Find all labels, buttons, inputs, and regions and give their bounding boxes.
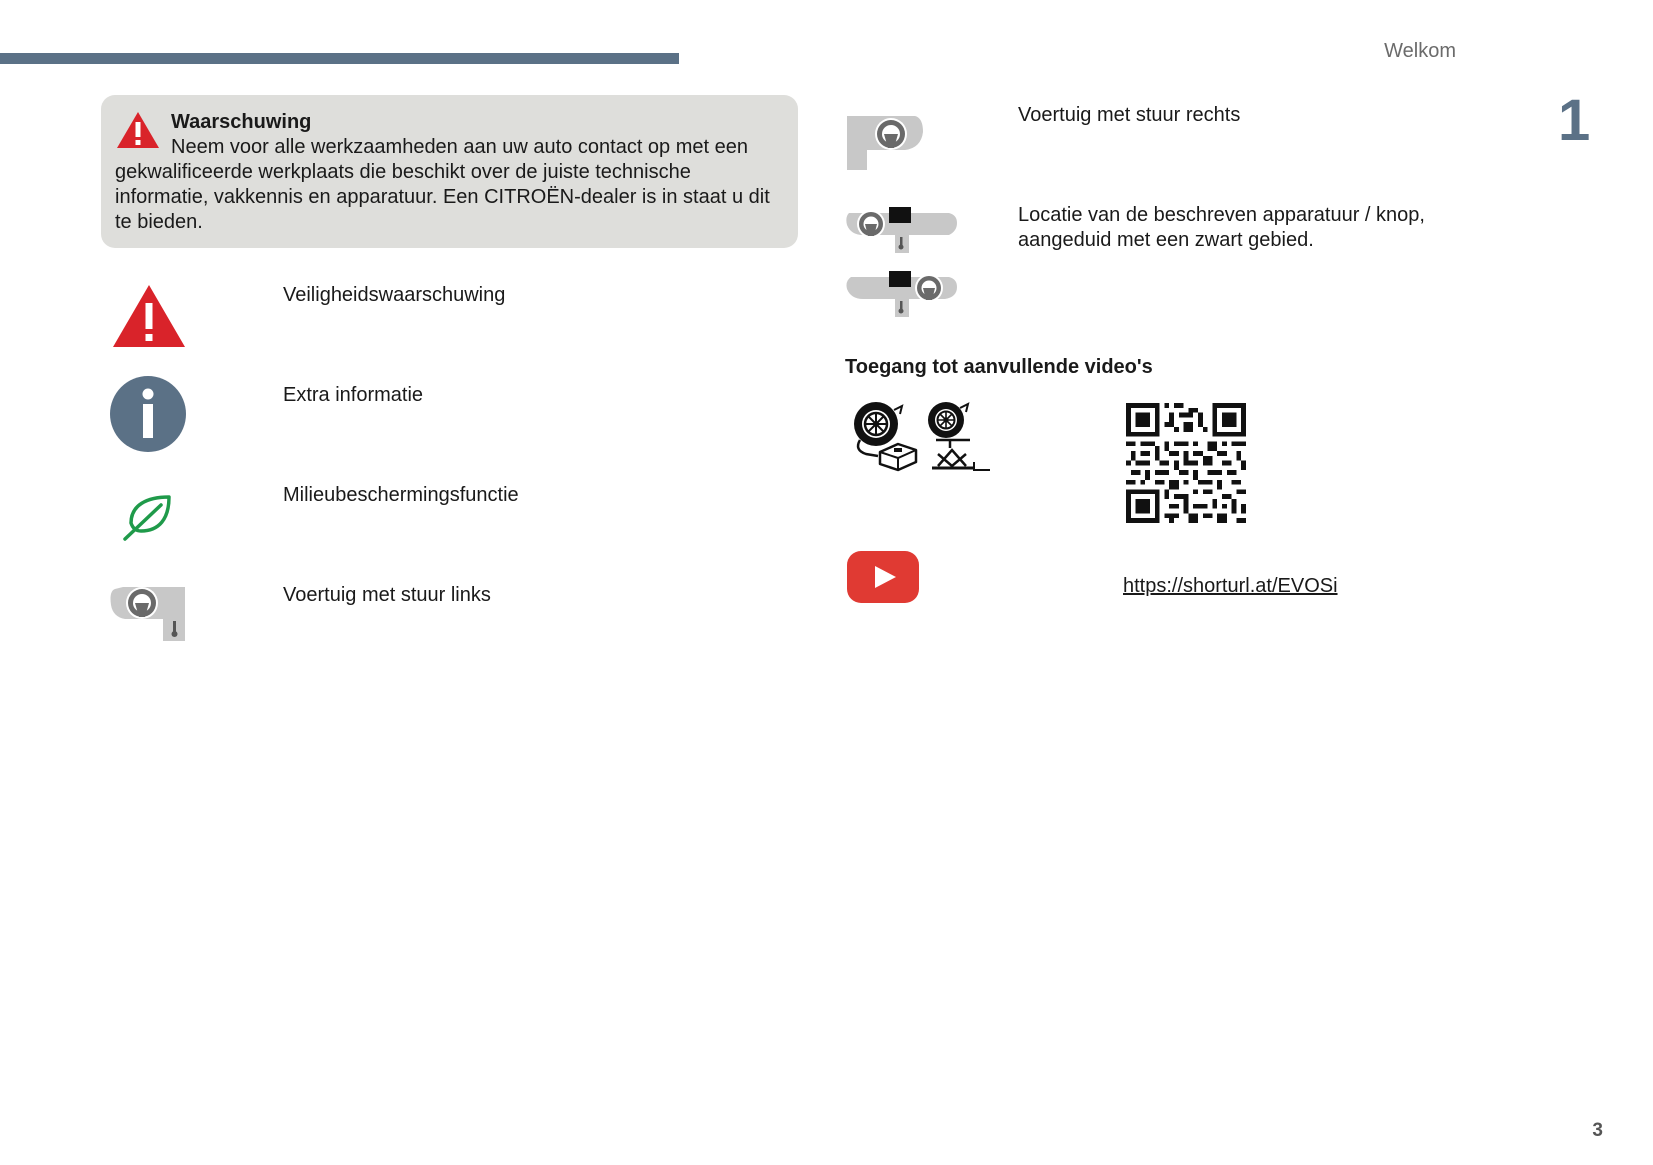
legend-label: Milieubeschermingsfunctie [283, 484, 519, 506]
right-hand-drive-icon [845, 110, 925, 176]
legend-label: Locatie van de beschreven apparatuur / knop, aangeduid met een zwart gebied. [1018, 204, 1425, 251]
dashboard-location-icon [845, 203, 959, 321]
section-title: Welkom [1384, 40, 1456, 62]
page-number: 3 [1592, 1120, 1603, 1141]
left-hand-drive-icon [109, 583, 189, 645]
youtube-icon[interactable] [847, 551, 919, 603]
qr-code-icon[interactable] [1126, 403, 1246, 523]
tyre-repair-kit-icon [850, 400, 1000, 480]
legend-label: Voertuig met stuur links [283, 584, 491, 606]
legend-item-left-hand-drive [101, 583, 801, 673]
legend-item-extra-info [101, 383, 801, 473]
video-link[interactable]: https://shorturl.at/EVOSi [1123, 575, 1338, 597]
leaf-icon [121, 489, 177, 541]
legend-label: Voertuig met stuur rechts [1018, 104, 1241, 126]
header-accent-bar [0, 53, 679, 64]
legend-label: Veiligheidswaarschuwing [283, 284, 506, 306]
safety-warning-triangle-icon [111, 283, 187, 349]
chapter-number: 1 [1558, 88, 1591, 153]
legend-item-environment [101, 483, 801, 573]
warning-triangle-icon [115, 110, 161, 150]
info-circle-icon [109, 375, 187, 453]
legend-item-safety-warning [101, 283, 801, 373]
warning-title: Waarschuwing [171, 111, 312, 133]
warning-text: Neem voor alle werkzaamheden aan uw auto contact op met een gekwalificeerde werkplaats die beschikt over de juiste technische informatie, vakkennis en apparatuur. Een CITROËN-dealer is in staat u dit te bieden. [115, 136, 770, 233]
videos-title: Toegang tot aanvullende video's [845, 356, 1153, 378]
legend-item-device-location [843, 203, 1543, 323]
warning-box [101, 95, 798, 248]
legend-label: Extra informatie [283, 384, 424, 406]
